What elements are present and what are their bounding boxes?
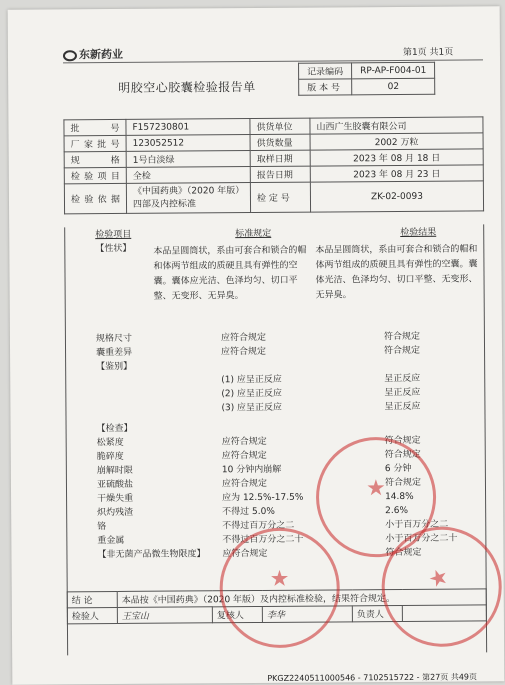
logo-mark-icon — [63, 50, 77, 61]
reviewer-label: 复核人 — [212, 606, 262, 622]
result-row-std: (3) 应呈正反应 — [221, 402, 283, 414]
result-row-std: 应符合规定 — [221, 436, 267, 448]
conclusion-label: 结 论 — [67, 591, 117, 607]
logo-text: 东新药业 — [78, 47, 124, 62]
result-row-item: 规格尺寸 — [95, 333, 133, 345]
result-row-res: 符合规定 — [384, 345, 421, 357]
result-row-res: 符合规定 — [384, 477, 422, 489]
result-row-item: 囊重差异 — [96, 347, 133, 359]
traits-heading: 【性状】 — [95, 243, 132, 255]
result-row-item: 炽灼残渣 — [97, 507, 134, 519]
check-no-label: 检 定 号 — [250, 182, 310, 212]
result-row-res: 小于百万分之二十 — [385, 533, 458, 545]
result-row-item: 干燥失重 — [97, 493, 134, 505]
result-row-item: 崩解时限 — [96, 465, 133, 477]
result-row-res: 小于百万分之二 — [385, 519, 449, 531]
result-row-res: 呈正反应 — [384, 373, 421, 385]
result-row-item: 重金属 — [97, 535, 125, 547]
result-row-res: 2.6% — [385, 505, 409, 517]
result-row-res: 符合规定 — [384, 449, 421, 461]
supplier-value: 山西广生胶囊有限公司 — [310, 117, 483, 134]
page-info: 第1页 共1页 — [402, 47, 454, 58]
basis-label: 检验依据 — [64, 183, 126, 213]
result-row-std: (1) 应呈正反应 — [221, 374, 282, 386]
result-row-res: 呈正反应 — [384, 387, 421, 399]
conclusion-value: 本品按《中国药典》（2020 年版）及内控标准检验，结果符合规定。 — [117, 589, 486, 608]
result-row-res: 符合规定 — [385, 547, 422, 559]
batch-label: 批 号 — [64, 119, 126, 135]
batch-value: F157230801 — [126, 119, 250, 136]
result-row-std: (2) 应呈正反应 — [221, 388, 282, 400]
result-row-item: 【鉴别】 — [96, 361, 133, 373]
result-row-res: 6 分钟 — [384, 463, 412, 475]
result-row-res: 14.8% — [385, 491, 414, 503]
result-row-std: 应符合规定 — [221, 450, 267, 462]
record-value: RP-AP-F004-01 — [352, 62, 435, 79]
result-row-std: 应符合规定 — [221, 478, 268, 490]
meta-table — [298, 62, 435, 96]
column-result: 检验结果 — [400, 227, 437, 238]
info-table — [63, 116, 484, 214]
standard-description: 本品呈圆筒状，系由可套合和锁合的帽和体两节组成的质硬且具有弹性的空囊。囊体应光洁、色泽均匀、切口平整、无变形、无异臭。 — [153, 245, 307, 302]
report-title: 明胶空心胶囊检验报告单 — [118, 79, 256, 95]
qty-label: 供货数量 — [250, 134, 310, 150]
barcode-text: PKGZ2240511000546 - 7102515722 - 第27页 共49页 — [267, 672, 478, 683]
column-standard: 标准规定 — [235, 228, 272, 240]
result-row-std: 应为 12.5%-17.5% — [222, 492, 304, 504]
item-label: 检验项目 — [64, 167, 126, 183]
result-row-item: 【非无菌产品微生物限度】 — [97, 549, 206, 561]
result-row-item: 亚硫酸盐 — [96, 479, 134, 491]
result-row-std: 不得过百万分之二十 — [222, 534, 304, 546]
result-row-std: 10 分钟内崩解 — [221, 464, 282, 476]
result-row-item: 松紧度 — [96, 437, 124, 449]
result-row-res: 符合规定 — [384, 435, 421, 447]
version-label: 版 本 号 — [299, 79, 352, 95]
seal-star-icon: ★ — [269, 567, 290, 593]
report-date-label: 报告日期 — [250, 166, 310, 182]
item-value: 全检 — [126, 167, 250, 184]
reviewer-signature: 李华 — [262, 606, 352, 623]
result-description: 本品呈圆筒状，系由可套合和锁合的帽和体两节组成的质硬且具有弹性的空囊。囊体光洁、色泽均匀、切口平整、无变形、无异臭。 — [315, 244, 478, 301]
result-row-std: 不得过 5.0% — [222, 506, 275, 518]
result-row-std: 不得过百万分之二 — [222, 520, 295, 532]
result-row-std: 应符合规定 — [222, 548, 268, 560]
record-label: 记录编码 — [299, 63, 352, 79]
mfr-batch-value: 123052512 — [126, 135, 250, 152]
report-sheet — [8, 6, 505, 684]
result-row-std: 应符合规定 — [220, 332, 266, 344]
supplier-label: 供货单位 — [250, 118, 310, 134]
inspector-signature: 王宝山 — [117, 607, 212, 624]
seal-star-icon: ★ — [425, 564, 453, 595]
result-row-item: 铬 — [97, 522, 107, 533]
result-row-item: 【检查】 — [96, 423, 133, 435]
spec-label: 规 格 — [64, 151, 126, 167]
qty-value: 2002 万粒 — [310, 133, 483, 150]
report-date-value: 2023 年 08 月 23 日 — [310, 165, 483, 182]
sample-date-value: 2023 年 08 月 18 日 — [310, 149, 483, 166]
quality-seal — [219, 527, 340, 648]
column-item: 检验项目 — [95, 229, 132, 241]
result-row-res: 符合规定 — [383, 331, 420, 343]
basis-value: 《中国药典》（2020 年版）四部及内控标准 — [126, 183, 250, 214]
mfr-batch-label: 厂家批号 — [64, 135, 126, 151]
seal-star-icon: ★ — [366, 476, 386, 502]
company-logo — [63, 46, 123, 62]
sample-date-label: 取样日期 — [250, 150, 310, 166]
result-row-item: 脆碎度 — [96, 451, 124, 463]
result-row-std: 应符合规定 — [221, 346, 267, 358]
result-row-res: 呈正反应 — [384, 401, 421, 413]
responsible-label: 负责人 — [352, 605, 402, 621]
spec-value: 1号白淡绿 — [126, 151, 250, 168]
version-value: 02 — [352, 78, 435, 95]
check-no-value: ZK-02-0093 — [310, 181, 483, 212]
inspector-label: 检验人 — [67, 607, 117, 623]
